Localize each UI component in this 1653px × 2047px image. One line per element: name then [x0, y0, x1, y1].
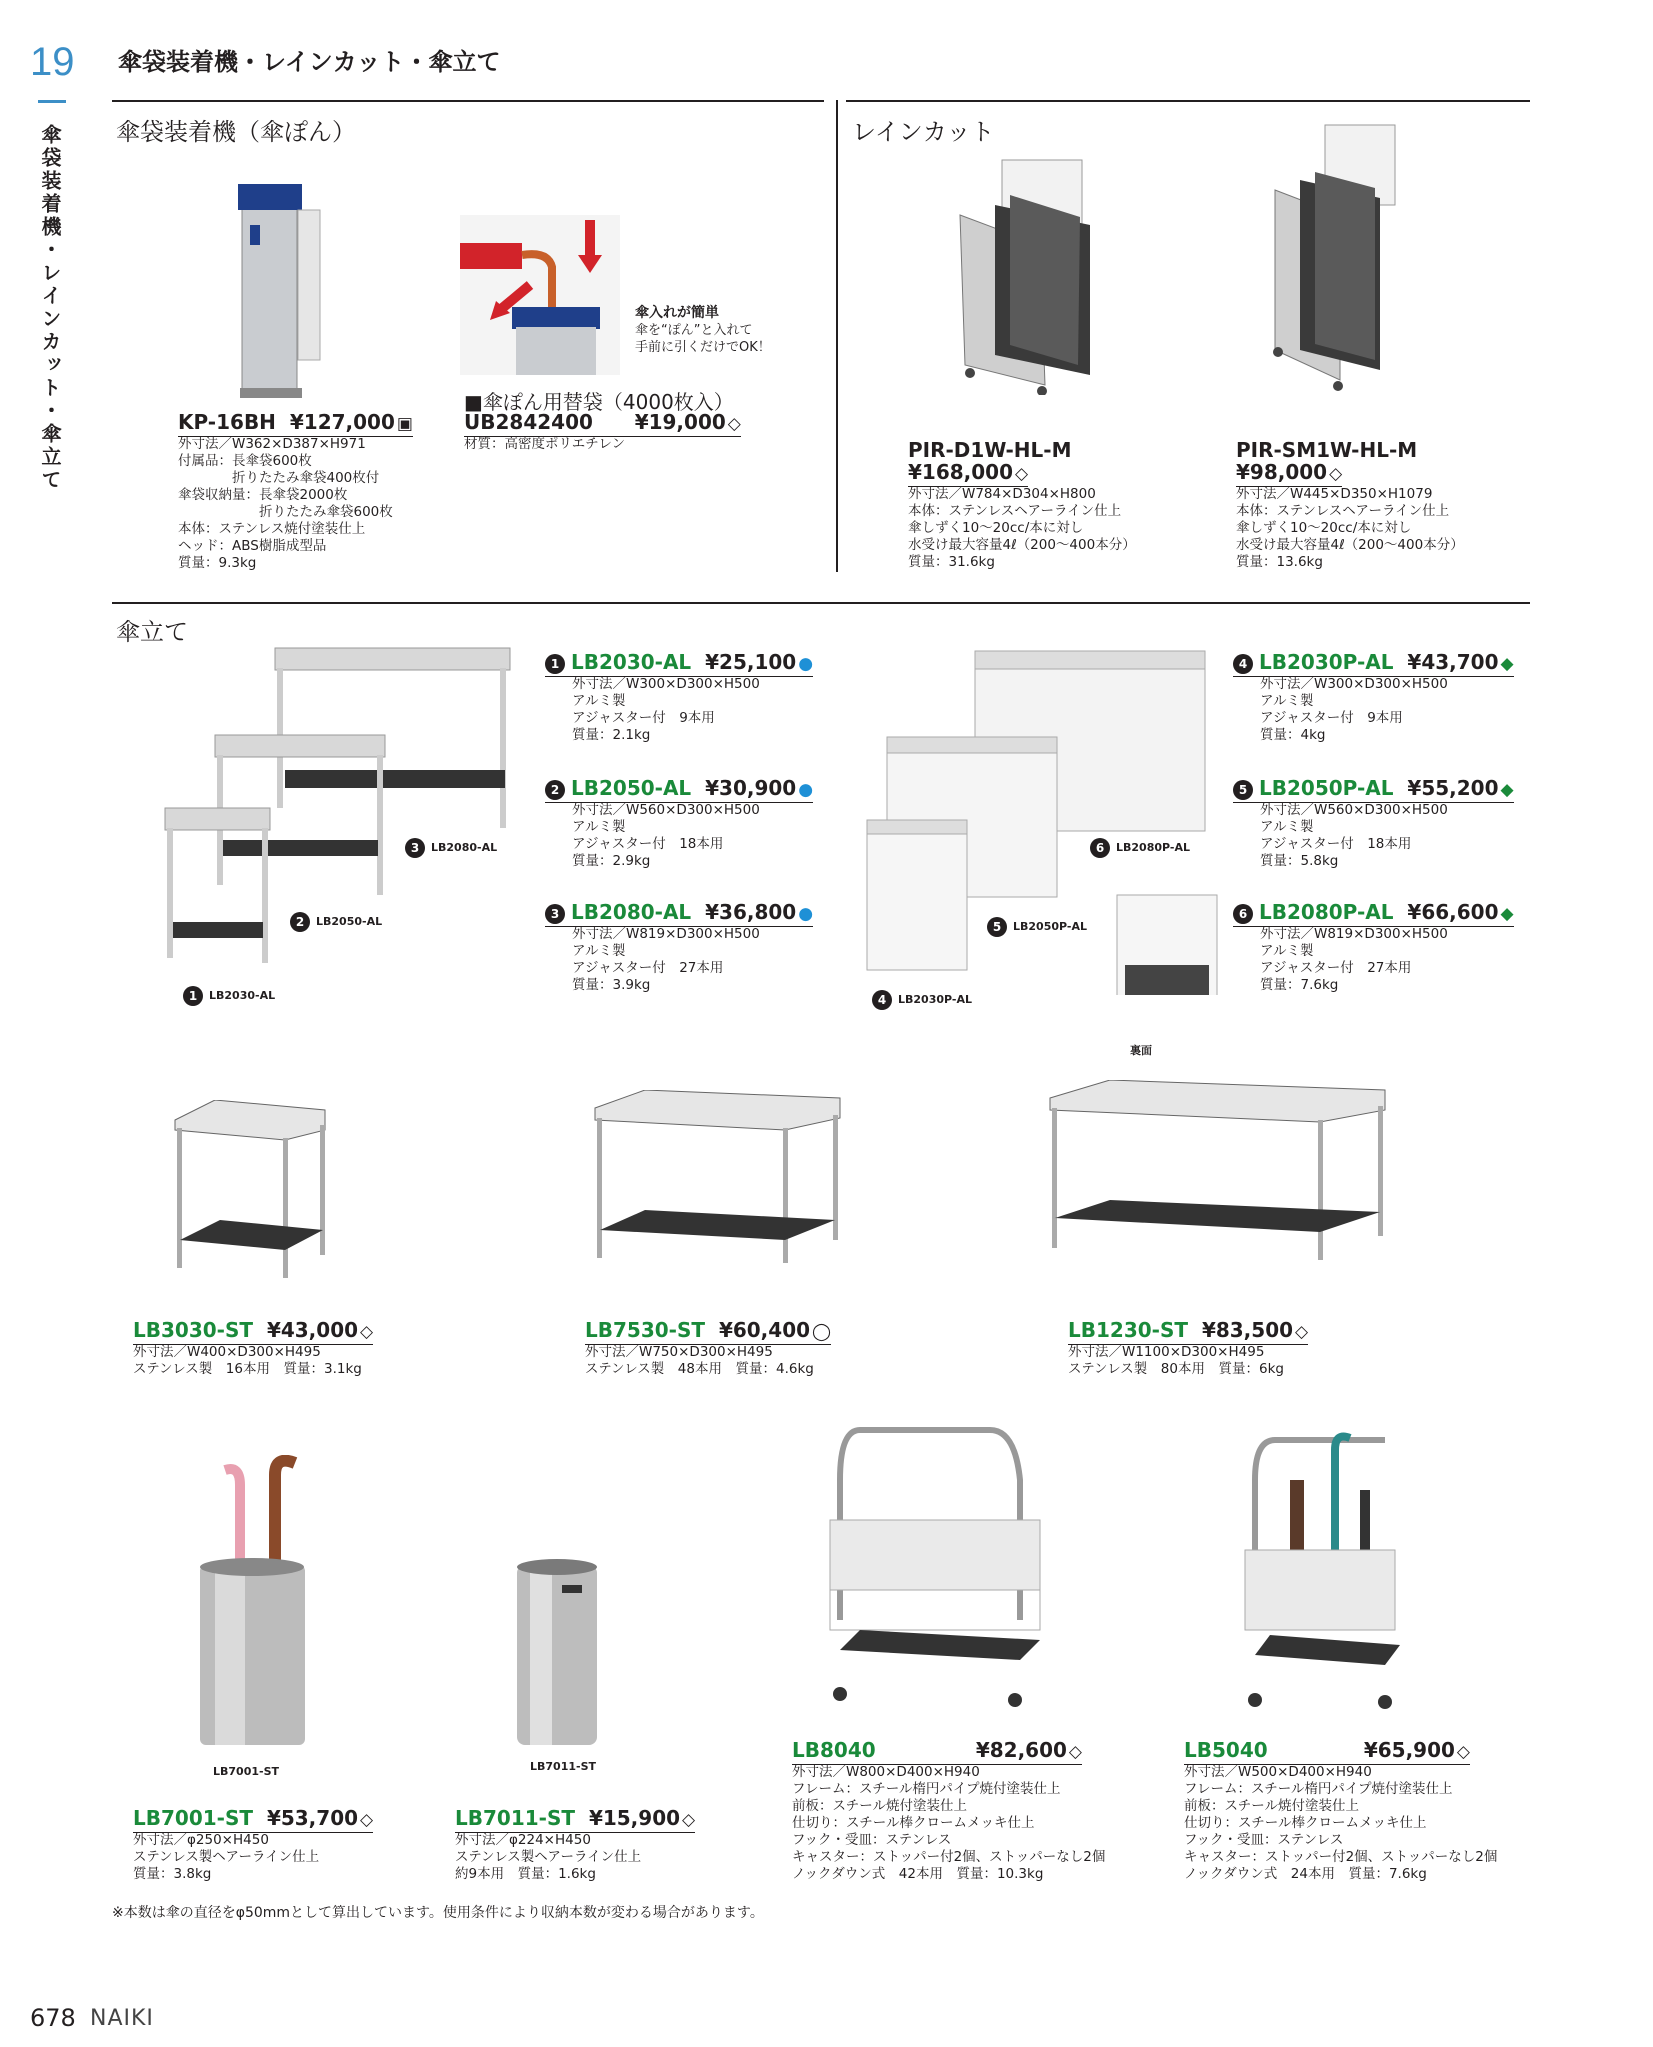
lb8040-image: [810, 1420, 1060, 1710]
refill-title: ■傘ぽん用替袋（4000枚入）: [464, 390, 734, 414]
pir-sm1w-image: [1260, 120, 1410, 400]
product-price-pir-d1w: ¥168,000 ◇: [908, 460, 1028, 487]
product-spec-kp16bh: 外寸法／W362×D387×H971 付属品：長傘袋600枚 折りたたみ傘袋400枚付 傘袋収納量：長傘袋2000枚 折りたたみ傘袋600枚 本体：ステンレス焼付塗装仕上 ヘッド：ABS樹脂成型品 質量：9.3kg: [178, 436, 393, 571]
product-name-lb8040: LB8040 ¥82,600 ◇: [792, 1738, 1082, 1765]
caption-lb2050-al: 2 LB2050-AL: [290, 912, 382, 932]
product-name-pir-d1w: PIR-D1W-HL-M: [908, 438, 1072, 462]
caption-lb2050p-al: 5 LB2050P-AL: [987, 917, 1087, 937]
section-title-bag-machine: 傘袋装着機（傘ぽん）: [116, 118, 356, 146]
brand-name: NAIKI: [90, 2006, 154, 2031]
product-name-lb7011-st: LB7011-ST ¥15,900 ◇: [455, 1806, 695, 1833]
product-spec-lb7530-st: 外寸法／W750×D300×H495 ステンレス製 48本用 質量：4.6kg: [585, 1344, 814, 1377]
callout-title: 傘入れが簡単: [635, 305, 719, 321]
caption-lb2080-al: 3 LB2080-AL: [405, 838, 497, 858]
product-spec-lb2050-al: 外寸法／W560×D300×H500 アルミ製 アジャスター付 18本用 質量：2.9kg: [572, 802, 760, 869]
kp16bh-image: [230, 170, 330, 410]
product-spec-lb2050p-al: 外寸法／W560×D300×H500 アルミ製 アジャスター付 18本用 質量：5.8kg: [1260, 802, 1448, 869]
product-name-lb3030-st: LB3030-ST ¥43,000 ◇: [133, 1318, 373, 1345]
product-spec-lb2080-al: 外寸法／W819×D300×H500 アルミ製 アジャスター付 27本用 質量：3.9kg: [572, 926, 760, 993]
product-spec-pir-d1w: 外寸法／W784×D304×H800 本体：ステンレスヘアーライン仕上 傘しずく10～20cc/本に対し 水受け最大容量4ℓ（200～400本分） 質量：31.6kg: [908, 486, 1136, 570]
section-rule: [846, 100, 1530, 102]
callout-text: 傘を“ぽん”と入れて 手前に引くだけでOK！: [635, 323, 771, 355]
caption-lb7011-st: LB7011-ST: [530, 1760, 596, 1773]
lb7011-st-image: [512, 1555, 602, 1755]
section-divider: [836, 100, 838, 572]
chapter-number: 19: [30, 40, 75, 84]
product-spec-lb3030-st: 外寸法／W400×D300×H495 ステンレス製 16本用 質量：3.1kg: [133, 1344, 362, 1377]
product-spec-lb7001-st: 外寸法／φ250×H450 ステンレス製ヘアーライン仕上 質量：3.8kg: [133, 1832, 320, 1882]
section-title-umbrella-stand: 傘立て: [116, 618, 188, 646]
product-name-pir-sm1w: PIR-SM1W-HL-M: [1236, 438, 1418, 462]
product-name-lb7530-st: LB7530-ST ¥60,400 ◯: [585, 1318, 831, 1345]
product-name-ub2842400: UB2842400 ¥19,000 ◇: [464, 410, 741, 437]
product-spec-lb2030p-al: 外寸法／W300×D300×H500 アルミ製 アジャスター付 9本用 質量：4kg: [1260, 676, 1448, 743]
section-rule: [112, 100, 824, 102]
product-name-lb5040: LB5040 ¥65,900 ◇: [1184, 1738, 1470, 1765]
product-spec-lb1230-st: 外寸法／W1100×D300×H495 ステンレス製 80本用 質量：6kg: [1068, 1344, 1284, 1377]
section-title-raincut: レインカット: [852, 118, 995, 146]
product-price-pir-sm1w: ¥98,000 ◇: [1236, 460, 1342, 487]
product-spec-lb8040: 外寸法／W800×D400×H940 フレーム：スチール楕円パイプ焼付塗装仕上 前板：スチール焼付塗装仕上 仕切り：スチール棒クロームメッキ仕上 フック・受皿：ステンレス キャスター：ストッパー付2個、ストッパーなし2個 ノックダウン式 42本用 質量：10.3kg: [792, 1764, 1106, 1882]
product-spec-lb5040: 外寸法／W500×D400×H940 フレーム：スチール楕円パイプ焼付塗装仕上 前板：スチール焼付塗装仕上 仕切り：スチール棒クロームメッキ仕上 フック・受皿：ステンレス キャスター：ストッパー付2個、ストッパーなし2個 ノックダウン式 24本用 質量：7.6kg: [1184, 1764, 1498, 1882]
caption-lb7001-st: LB7001-ST: [213, 1765, 279, 1778]
product-name-lb2080-al: 3 LB2080-AL ¥36,800 ●: [545, 900, 813, 927]
lb1230-st-image: [1040, 1080, 1390, 1265]
lb5040-image: [1235, 1430, 1415, 1710]
caption-lb2030-al: 1 LB2030-AL: [183, 986, 275, 1006]
product-name-lb2050p-al: 5 LB2050P-AL ¥55,200 ◆: [1233, 776, 1514, 803]
caption-lb2030p-al: 4 LB2030P-AL: [872, 990, 972, 1010]
page-heading: 傘袋装着機・レインカット・傘立て: [118, 48, 501, 76]
product-name-lb2030-al: 1 LB2030-AL ¥25,100 ●: [545, 650, 813, 677]
lb7530-st-image: [585, 1090, 845, 1265]
lb-pal-series-image: [865, 645, 1225, 995]
lb7001-st-image: [195, 1455, 335, 1755]
product-spec-ub2842400: 材質：高密度ポリエチレン: [464, 436, 626, 452]
kp16bh-usage-image: [460, 215, 620, 375]
product-spec-lb7011-st: 外寸法／φ224×H450 ステンレス製ヘアーライン仕上 約9本用 質量：1.6kg: [455, 1832, 642, 1882]
lb3030-st-image: [165, 1100, 335, 1280]
product-spec-lb2080p-al: 外寸法／W819×D300×H500 アルミ製 アジャスター付 27本用 質量：7.6kg: [1260, 926, 1448, 993]
product-spec-lb2030-al: 外寸法／W300×D300×H500 アルミ製 アジャスター付 9本用 質量：2.1kg: [572, 676, 760, 743]
page-number: 678: [30, 2004, 76, 2032]
back-label: 裏面: [1130, 1044, 1152, 1057]
side-title: 傘袋装着機・レインカット・傘立て: [38, 124, 62, 492]
footnote: ※本数は傘の直径をφ50mmとして算出しています。使用条件により収納本数が変わる場合があります。: [112, 1905, 764, 1921]
chapter-divider: [38, 100, 66, 103]
product-name-lb7001-st: LB7001-ST ¥53,700 ◇: [133, 1806, 373, 1833]
section-rule: [112, 602, 1530, 604]
product-name-kp16bh: KP-16BH ¥127,000 ▣: [178, 410, 413, 437]
product-name-lb2050-al: 2 LB2050-AL ¥30,900 ●: [545, 776, 813, 803]
product-name-lb2080p-al: 6 LB2080P-AL ¥66,600 ◆: [1233, 900, 1514, 927]
pir-d1w-image: [950, 155, 1110, 395]
product-spec-pir-sm1w: 外寸法／W445×D350×H1079 本体：ステンレスヘアーライン仕上 傘しずく10～20cc/本に対し 水受け最大容量4ℓ（200～400本分） 質量：13.6kg: [1236, 486, 1464, 570]
product-name-lb2030p-al: 4 LB2030P-AL ¥43,700 ◆: [1233, 650, 1514, 677]
caption-lb2080p-al: 6 LB2080P-AL: [1090, 838, 1190, 858]
product-name-lb1230-st: LB1230-ST ¥83,500 ◇: [1068, 1318, 1308, 1345]
